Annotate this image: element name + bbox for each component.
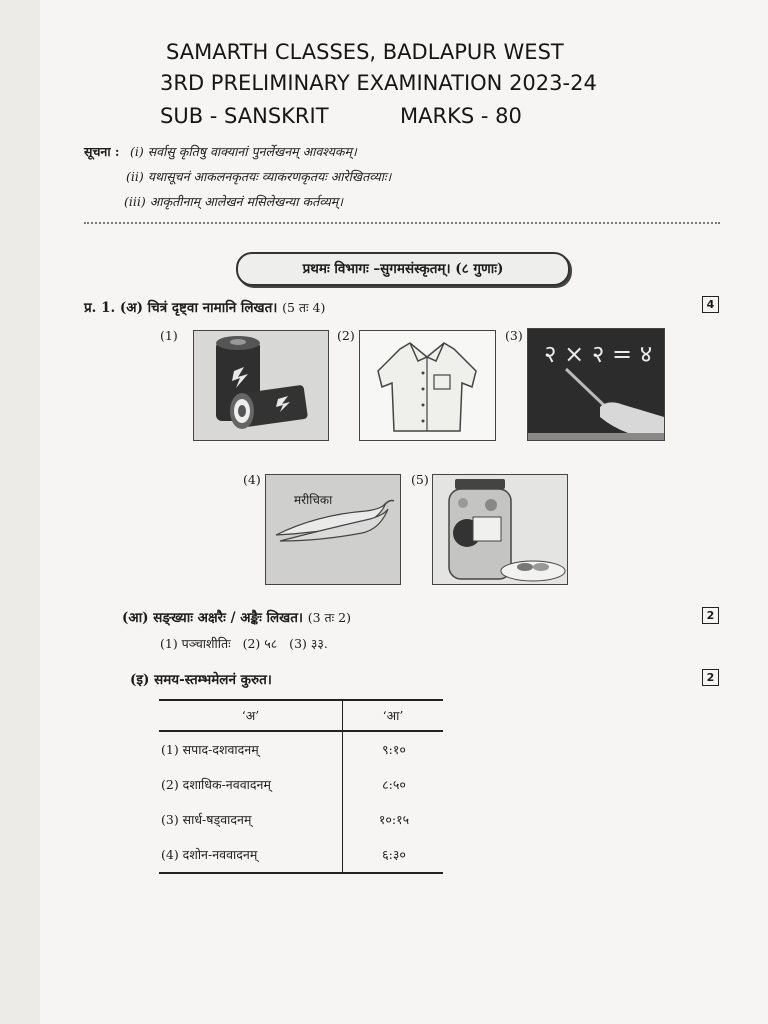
column-header: ‘अ’ <box>159 700 343 731</box>
instruction-item: (ii) यथासूचनं आकलनकृतयः व्याकरणकृतयः आरेखितव्याः। <box>126 169 392 184</box>
picture-shirt <box>359 330 496 441</box>
picture-number: (4) <box>243 472 261 487</box>
marks-box: 2 <box>702 607 719 624</box>
table-row <box>159 837 443 873</box>
table-header-row <box>159 700 443 731</box>
instruction-item: (iii) आकृतीनाम् आलेखनं मसिलेखन्या कर्तव्यम्। <box>124 194 343 209</box>
picture-number: (5) <box>411 472 429 487</box>
picture-batteries <box>193 330 329 441</box>
question-1a-text: प्र. 1. (अ) चित्रं दृष्ट्वा नामानि लिखत। <box>84 300 278 316</box>
chilli-icon <box>266 475 400 584</box>
table-cell: (4) दशोन-नववादनम् <box>159 837 343 873</box>
table-cell: (3) सार्ध-षड्वादनम् <box>161 811 252 827</box>
table-row <box>159 731 443 767</box>
marks-label: MARKS - 80 <box>400 104 522 128</box>
shirt-icon <box>360 331 495 440</box>
marks-box: 2 <box>702 669 719 686</box>
exam-title: 3RD PRELIMINARY EXAMINATION 2023-24 <box>160 71 597 95</box>
table-cell: (2) दशाधिक-नववादनम् <box>161 776 271 792</box>
question-1i-text: (इ) समय-स्तम्भमेलनं कुरुत। <box>130 672 272 688</box>
marks-box: 4 <box>702 296 719 313</box>
pointer-hand-icon <box>528 329 664 440</box>
question-1aa-text: (आ) सङ्ख्याः अक्षरैः / अङ्कैः लिखत। <box>122 610 304 626</box>
picture-number: (2) <box>337 328 355 343</box>
question-1a-choice: (5 तः 4) <box>282 300 326 315</box>
match-table <box>159 699 443 874</box>
battery-icon <box>194 331 328 440</box>
table-cell: ८:५० <box>343 767 444 802</box>
blackboard-text: २ × २ = ४ <box>544 340 653 368</box>
table-row <box>159 802 443 837</box>
picture-number: (1) <box>160 328 178 343</box>
divider <box>84 222 720 224</box>
question-1aa-choice: (3 तः 2) <box>307 610 351 625</box>
table-cell: १०:१५ <box>343 802 444 837</box>
instruction-item: (i) सर्वासु कृतिषु वाक्यानां पुनर्लेखनम् आवश्यकम्। <box>130 144 357 159</box>
subject-label: SUB - SANSKRIT <box>160 104 329 128</box>
instructions-label: सूचना : <box>84 144 120 159</box>
picture-blackboard <box>527 328 665 441</box>
picture-jar <box>432 474 568 585</box>
school-name: SAMARTH CLASSES, BADLAPUR WEST <box>166 40 564 64</box>
table-cell: (1) सपाद-दशवादनम् <box>161 741 259 757</box>
column-header: ‘आ’ <box>343 700 444 731</box>
section-title: प्रथमः विभागः –सुगमसंस्कृतम्। (८ गुणाः) <box>236 252 570 286</box>
numbers-list: (1) पञ्चाशीतिः (2) ५८ (3) ३३. <box>160 636 328 651</box>
chilli-label: मरीचिका <box>294 493 333 507</box>
table-row <box>159 767 443 802</box>
picture-chillies <box>265 474 401 585</box>
table-cell: ६:३० <box>343 837 444 873</box>
picture-number: (3) <box>505 328 523 343</box>
question-1aa <box>122 608 351 626</box>
question-1a <box>84 298 325 316</box>
jar-icon <box>433 475 567 584</box>
table-cell: ९:१० <box>343 731 444 767</box>
